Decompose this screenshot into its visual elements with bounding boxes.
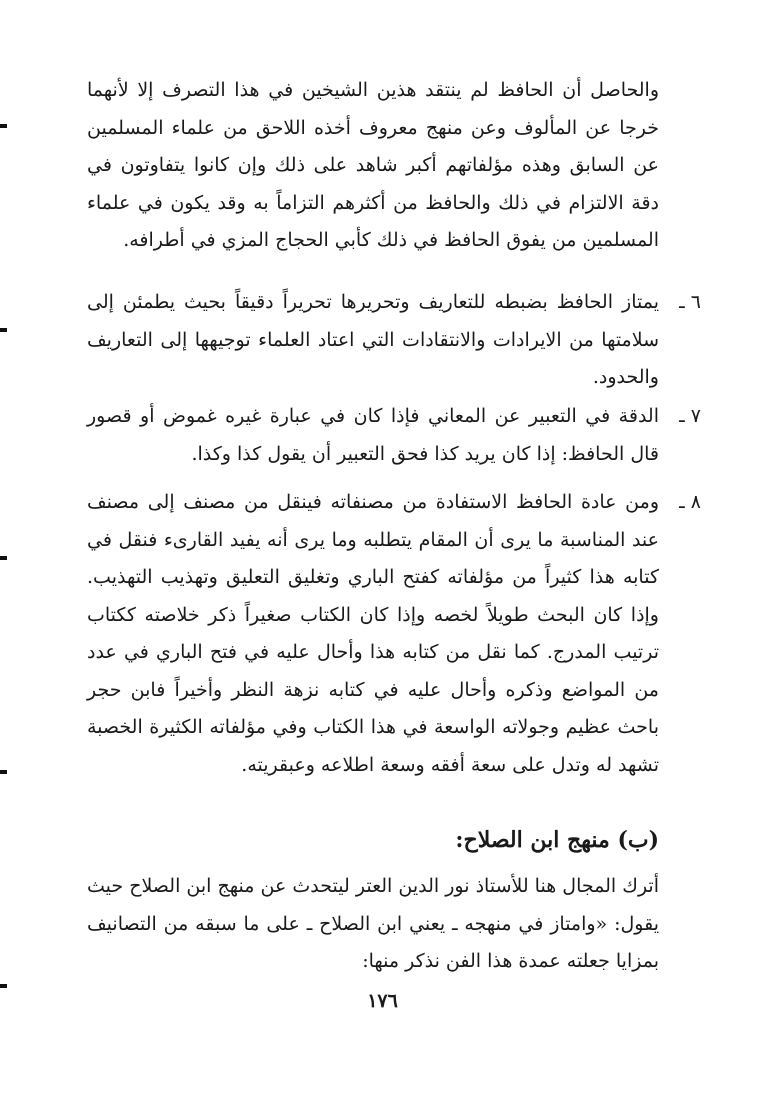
edge-mark bbox=[0, 328, 7, 332]
list-item-number: ٦ ـ bbox=[679, 291, 701, 313]
list-item-6 bbox=[87, 284, 701, 397]
section-heading: (ب) منهج ابن الصلاح: bbox=[455, 827, 659, 853]
edge-mark bbox=[0, 770, 7, 774]
list-item-text: ومن عادة الحافظ الاستفادة من مصنفاته فينقل من مصنف إلى مصنف عند المناسبة ما يرى أن المقام يتطلبه وما يرى أنه يفيد القارىء فنقل في كتابه هذا كثيراً من مؤلفاته كفتح الباري وتغليق التعليق وتهذيب التهذيب. وإذا كان البحث طويلاً لخصه وإذا كان الكتاب صغيراً ذكر خلاصته ككتاب ترتيب المدرج. كما نقل من كتابه هذا وأحال عليه في فتح الباري في عدد من المواضع وذكره وأحال عليه في كتابه نزهة النظر وأخيراً فابن حجر باحث عظيم وجولاته الواسعة في هذا الكتاب وفي مؤلفاته الكثيرة الخصبة تشهد له وتدل على سعة أفقه وسعة اطلاعه وعبقريته. bbox=[87, 491, 659, 776]
list-item-7 bbox=[87, 398, 701, 473]
list-item-number: ٨ ـ bbox=[679, 491, 701, 513]
edge-mark bbox=[0, 984, 7, 988]
list-item-number: ٧ ـ bbox=[679, 405, 701, 427]
list-item-text: يمتاز الحافظ بضبطه للتعاريف وتحريرها تحريراً دقيقاً بحيث يطمئن إلى سلامتها من الايرادات والانتقادات التي اعتاد العلماء توجيهها إلى التعاريف والحدود. bbox=[87, 291, 659, 388]
section-paragraph: أترك المجال هنا للأستاذ نور الدين العتر ليتحدث عن منهج ابن الصلاح حيث يقول: «وامتاز في منهجه ـ يعني ابن الصلاح ـ على ما سبقه من التصانيف بمزايا جعلته عمدة هذا الفن نذكر منها: bbox=[87, 875, 659, 972]
page-number: ١٧٦ bbox=[367, 990, 398, 1012]
edge-mark bbox=[0, 124, 7, 128]
list-item-text: الدقة في التعبير عن المعاني فإذا كان في عبارة غيره غموض أو قصور قال الحافظ: إذا كان يريد كذا فحق التعبير أن يقول كذا وكذا. bbox=[87, 405, 659, 465]
edge-mark bbox=[0, 556, 7, 560]
intro-paragraph: والحاصل أن الحافظ لم ينتقد هذين الشيخين في هذا التصرف إلا لأنهما خرجا عن المألوف وعن منهج معروف أخذه اللاحق من علماء المسلمين عن السابق وهذه مؤلفاتهم أكبر شاهد على ذلك وإن كانوا يتفاوتون في دقة الالتزام في ذلك والحافظ من أكثرهم التزاماً به وقد يكون في علماء المسلمين من يفوق الحافظ في ذلك كأبي الحجاج المزي في أطرافه. bbox=[87, 79, 659, 251]
list-item-8 bbox=[87, 484, 701, 784]
